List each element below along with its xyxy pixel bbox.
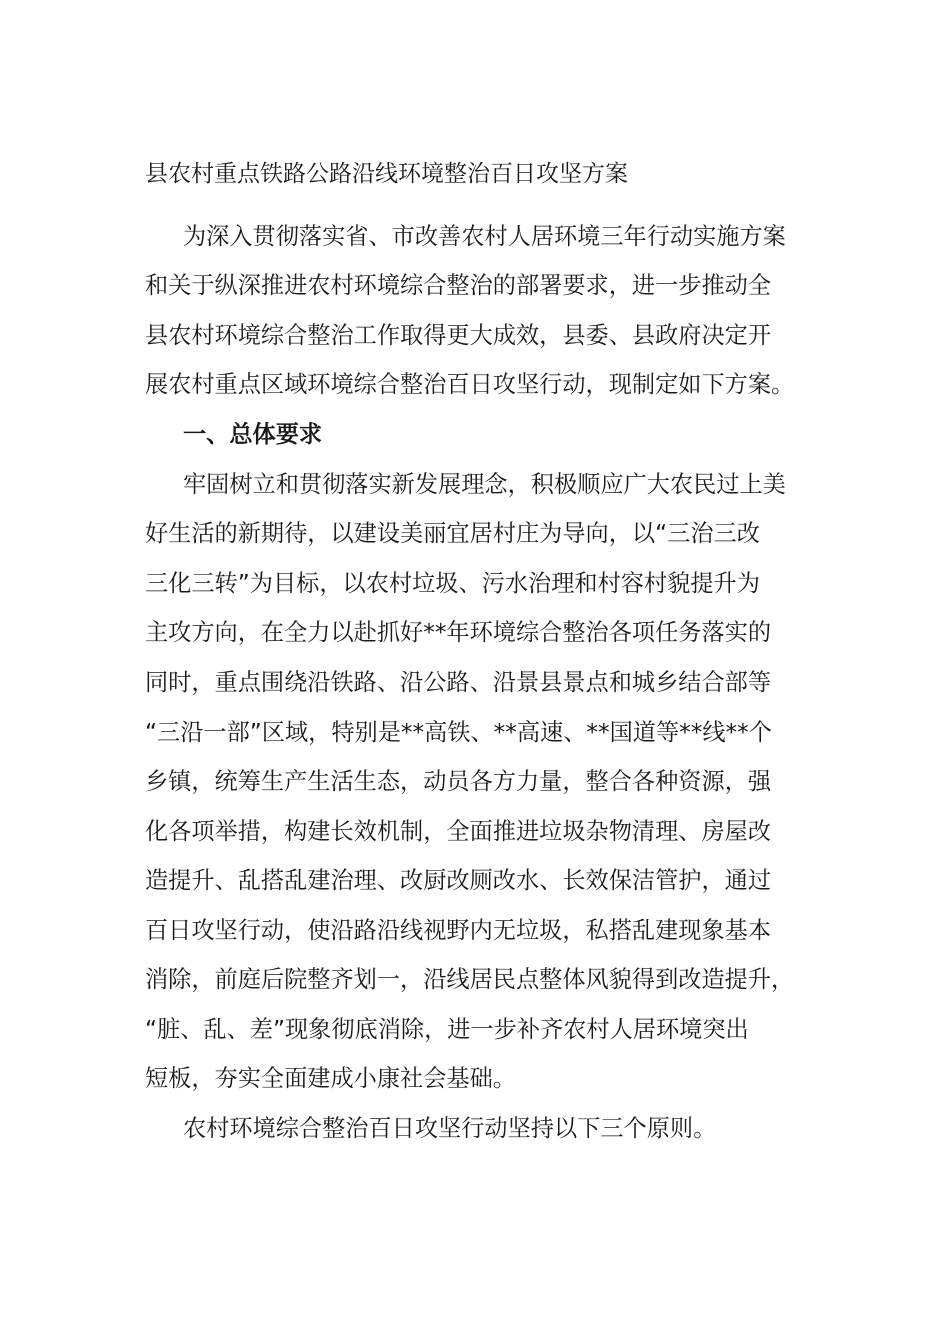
paragraph-2-line-10: 百日攻坚行动，使沿路沿线视野内无垃圾，私搭乱建现象基本 (145, 917, 772, 944)
paragraph-2-line-1: 牢固树立和贯彻落实新发展理念，积极顺应广大农民过上美 (183, 471, 786, 498)
paragraph-1-line-3: 县农村环境综合整治工作取得更大成效，县委、县政府决定开 (145, 322, 772, 349)
paragraph-2-line-2: 好生活的新期待，以建设美丽宜居村庄为导向，以“三治三改 (145, 520, 760, 547)
paragraph-3-line-1: 农村环境综合整治百日攻坚行动坚持以下三个原则。 (183, 1115, 717, 1142)
paragraph-2-line-7: 乡镇，统筹生产生活生态，动员各方力量，整合各种资源，强 (145, 768, 772, 795)
paragraph-2-line-11: 消除，前庭后院整齐划一，沿线居民点整体风貌得到改造提升， (145, 966, 795, 993)
paragraph-2-line-4: 主攻方向，在全力以赴抓好**年环境综合整治各项任务落实的 (145, 619, 772, 646)
paragraph-2-line-9: 造提升、乱搭乱建治理、改厨改厕改水、长效保洁管护，通过 (145, 867, 772, 894)
paragraph-1-line-1: 为深入贯彻落实省、市改善农村人居环境三年行动实施方案 (183, 223, 786, 250)
paragraph-2-line-5: 同时，重点围绕沿铁路、沿公路、沿景县景点和城乡结合部等 (145, 669, 772, 696)
document-title: 县农村重点铁路公路沿线环境整治百日攻坚方案 (145, 161, 628, 187)
paragraph-2-line-6: “三沿一部”区域，特别是**高铁、**高速、**国道等**线**个 (145, 719, 772, 746)
paragraph-2-line-13: 短板，夯实全面建成小康社会基础。 (145, 1065, 516, 1092)
paragraph-1-line-4: 展农村重点区域环境综合整治百日攻坚行动，现制定如下方案。 (145, 371, 795, 398)
section-heading-overall-requirements: 一、总体要求 (183, 421, 323, 448)
paragraph-2-line-8: 化各项举措，构建长效机制，全面推进垃圾杂物清理、房屋改 (145, 818, 772, 845)
paragraph-1-line-2: 和关于纵深推进农村环境综合整治的部署要求，进一步推动全 (145, 272, 772, 299)
paragraph-2-line-12: “脏、乱、差”现象彻底消除，进一步补齐农村人居环境突出 (145, 1016, 749, 1043)
paragraph-2-line-3: 三化三转”为目标，以农村垃圾、污水治理和村容村貌提升为 (145, 570, 760, 597)
